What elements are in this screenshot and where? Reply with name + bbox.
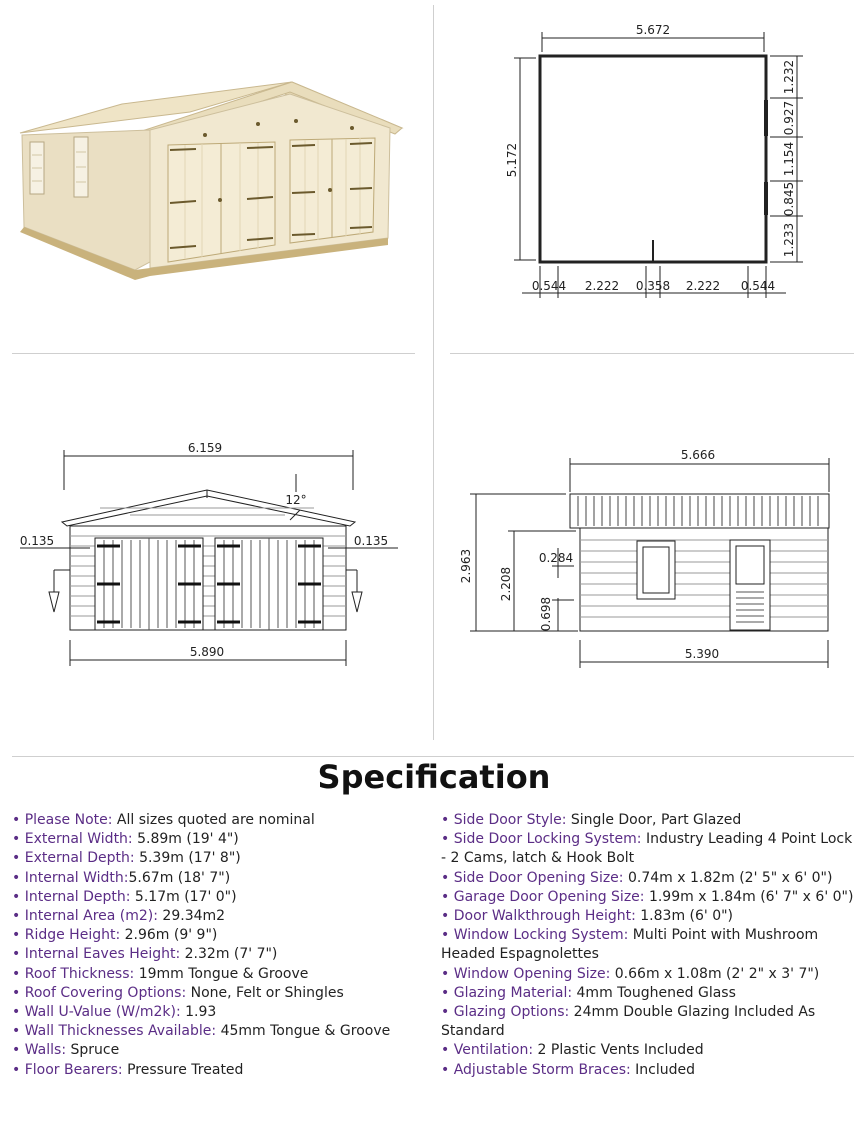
- spec-label: Glazing Options:: [453, 1004, 570, 1021]
- spec-item: [12, 849, 422, 868]
- bullet-icon: •: [441, 1061, 454, 1078]
- spec-label: Internal Depth:: [24, 888, 131, 905]
- plan-width-label: 5.672: [635, 23, 671, 37]
- bullet-icon: •: [12, 888, 25, 905]
- spec-label: Side Door Locking System:: [453, 831, 642, 848]
- bullet-icon: •: [441, 908, 454, 925]
- spec-item: [12, 1041, 422, 1060]
- bullet-icon: •: [12, 1023, 25, 1040]
- spec-item: [441, 1003, 856, 1041]
- spec-value: 5.39m (17' 8"): [134, 850, 241, 867]
- spec-value: Spruce: [66, 1042, 120, 1059]
- spec-label: Wall U-Value (W/m2k):: [24, 1004, 181, 1021]
- divider-top-right: [450, 353, 854, 354]
- side-window-top: 0.284: [538, 551, 574, 565]
- spec-label: External Depth:: [24, 850, 135, 867]
- spec-item: [441, 907, 856, 926]
- roof-angle: 12°: [285, 493, 307, 507]
- spec-item: [441, 1041, 856, 1060]
- divider-top-left: [12, 353, 415, 354]
- spec-list-right: [441, 811, 856, 1080]
- bullet-icon: •: [12, 869, 25, 886]
- bullet-icon: •: [12, 984, 25, 1001]
- spec-item: [12, 907, 422, 926]
- spec-item: [12, 1061, 422, 1080]
- bullet-icon: •: [12, 831, 25, 848]
- spec-value: 19mm Tongue & Groove: [134, 965, 309, 982]
- plan-bottom-3: 0.358: [635, 279, 671, 293]
- side-total-height: 2.963: [459, 548, 473, 584]
- spec-item: [12, 830, 422, 849]
- spec-value: 45mm Tongue & Groove: [216, 1023, 391, 1040]
- bullet-icon: •: [441, 869, 454, 886]
- bullet-icon: •: [441, 1042, 454, 1059]
- spec-item: [12, 1003, 422, 1022]
- spec-value: 1.83m (6' 0"): [635, 908, 734, 925]
- spec-value: 1.99m x 1.84m (6' 7" x 6' 0"): [644, 888, 854, 905]
- spec-item: [441, 1061, 856, 1080]
- spec-value: 2 Plastic Vents Included: [533, 1042, 704, 1059]
- spec-item: [12, 1022, 422, 1041]
- front-roof-width: 6.159: [187, 441, 223, 455]
- spec-value: 1.93: [180, 1004, 217, 1021]
- bullet-icon: •: [441, 927, 454, 944]
- spec-label: Floor Bearers:: [24, 1061, 123, 1078]
- bullet-icon: •: [12, 1004, 25, 1021]
- spec-label: Side Door Style:: [453, 812, 567, 828]
- spec-value: Pressure Treated: [122, 1061, 244, 1078]
- plan-bottom-4: 2.222: [685, 279, 721, 293]
- spec-label: Adjustable Storm Braces:: [453, 1061, 631, 1078]
- plan-right-3: 1.154: [782, 141, 796, 177]
- spec-value: Included: [630, 1061, 696, 1078]
- spec-value: None, Felt or Shingles: [186, 984, 344, 1001]
- bullet-icon: •: [12, 927, 25, 944]
- plan-right-4: 0.845: [782, 181, 796, 217]
- spec-label: Roof Thickness:: [24, 965, 135, 982]
- spec-value: Multi Point with Mushroom Headed Espagnolettes: [441, 927, 819, 963]
- bullet-icon: •: [441, 888, 454, 905]
- spec-value: 5.17m (17' 0"): [130, 888, 237, 905]
- spec-item: [441, 888, 856, 907]
- spec-label: Ridge Height:: [24, 927, 121, 944]
- spec-item: [12, 888, 422, 907]
- spec-label: External Width:: [24, 831, 133, 848]
- plan-right-2: 0.927: [782, 100, 796, 136]
- bullet-icon: •: [441, 831, 454, 848]
- spec-label: Window Opening Size:: [453, 965, 611, 982]
- bullet-icon: •: [441, 1004, 454, 1021]
- spec-value: Single Door, Part Glazed: [566, 812, 742, 828]
- spec-item: [441, 926, 856, 964]
- spec-label: Window Locking System:: [453, 927, 629, 944]
- spec-label: Ventilation:: [453, 1042, 534, 1059]
- spec-label: Roof Covering Options:: [24, 984, 187, 1001]
- plan-bottom-1: 0.544: [531, 279, 567, 293]
- garage-illustration: [0, 70, 420, 280]
- spec-item: [441, 984, 856, 1003]
- side-elevation-diagram: [440, 440, 868, 670]
- front-overhang-right: 0.135: [353, 534, 389, 548]
- spec-item: [441, 869, 856, 888]
- bullet-icon: •: [441, 965, 454, 982]
- bullet-icon: •: [12, 812, 25, 828]
- bullet-icon: •: [12, 946, 25, 963]
- spec-label: Garage Door Opening Size:: [453, 888, 645, 905]
- plan-bottom-2: 2.222: [584, 279, 620, 293]
- spec-item: [12, 965, 422, 984]
- spec-item: [441, 965, 856, 984]
- spec-label: Side Door Opening Size:: [453, 869, 624, 886]
- spec-value: 2.96m (9' 9"): [120, 927, 218, 944]
- spec-label: Internal Width:: [24, 869, 129, 886]
- front-elevation-diagram: [0, 430, 430, 670]
- spec-item: [12, 869, 422, 888]
- spec-value: 0.74m x 1.82m (2' 5" x 6' 0"): [623, 869, 833, 886]
- spec-value: Industry Leading 4 Point Lock - 2 Cams, latch & Hook Bolt: [441, 831, 853, 867]
- side-base-width: 5.390: [684, 647, 720, 661]
- divider-spec: [12, 756, 854, 757]
- floor-plan-diagram: [440, 0, 868, 300]
- spec-title: Specification: [317, 758, 551, 796]
- spec-item: [12, 811, 422, 830]
- spec-label: Internal Area (m2):: [24, 908, 158, 925]
- bullet-icon: •: [12, 1042, 25, 1059]
- spec-label: Internal Eaves Height:: [24, 946, 181, 963]
- side-sill-height: 0.698: [539, 596, 553, 632]
- spec-item: [441, 830, 856, 868]
- bullet-icon: •: [441, 812, 454, 828]
- plan-depth-label: 5.172: [505, 142, 519, 178]
- spec-value: 4mm Toughened Glass: [572, 984, 736, 1001]
- bullet-icon: •: [12, 850, 25, 867]
- spec-item: [441, 811, 856, 830]
- side-roof-width: 5.666: [680, 448, 716, 462]
- spec-list-left: [12, 811, 422, 1080]
- bullet-icon: •: [441, 984, 454, 1001]
- plan-bottom-5: 0.544: [740, 279, 776, 293]
- spec-label: Wall Thicknesses Available:: [24, 1023, 217, 1040]
- spec-value: 0.66m x 1.08m (2' 2" x 3' 7"): [610, 965, 820, 982]
- plan-right-1: 1.232: [782, 59, 796, 95]
- spec-value: 5.89m (19' 4"): [132, 831, 239, 848]
- spec-item: [12, 945, 422, 964]
- spec-value: All sizes quoted are nominal: [112, 812, 315, 828]
- spec-label: Glazing Material:: [453, 984, 573, 1001]
- spec-label: Door Walkthrough Height:: [453, 908, 636, 925]
- bullet-icon: •: [12, 908, 25, 925]
- spec-label: Please Note:: [24, 812, 113, 828]
- plan-right-5: 1.233: [782, 222, 796, 258]
- front-base-width: 5.890: [189, 645, 225, 659]
- bullet-icon: •: [12, 1061, 25, 1078]
- spec-item: [12, 926, 422, 945]
- spec-value: 29.34m2: [157, 908, 226, 925]
- front-overhang-left: 0.135: [19, 534, 55, 548]
- bullet-icon: •: [12, 965, 25, 982]
- side-eaves-height: 2.208: [499, 566, 513, 602]
- spec-value: 5.67m (18' 7"): [128, 869, 231, 886]
- spec-label: Walls:: [24, 1042, 67, 1059]
- spec-item: [12, 984, 422, 1003]
- divider-vertical: [433, 5, 434, 740]
- spec-value: 24mm Double Glazing Included As Standard: [441, 1004, 816, 1040]
- spec-value: 2.32m (7' 7"): [180, 946, 278, 963]
